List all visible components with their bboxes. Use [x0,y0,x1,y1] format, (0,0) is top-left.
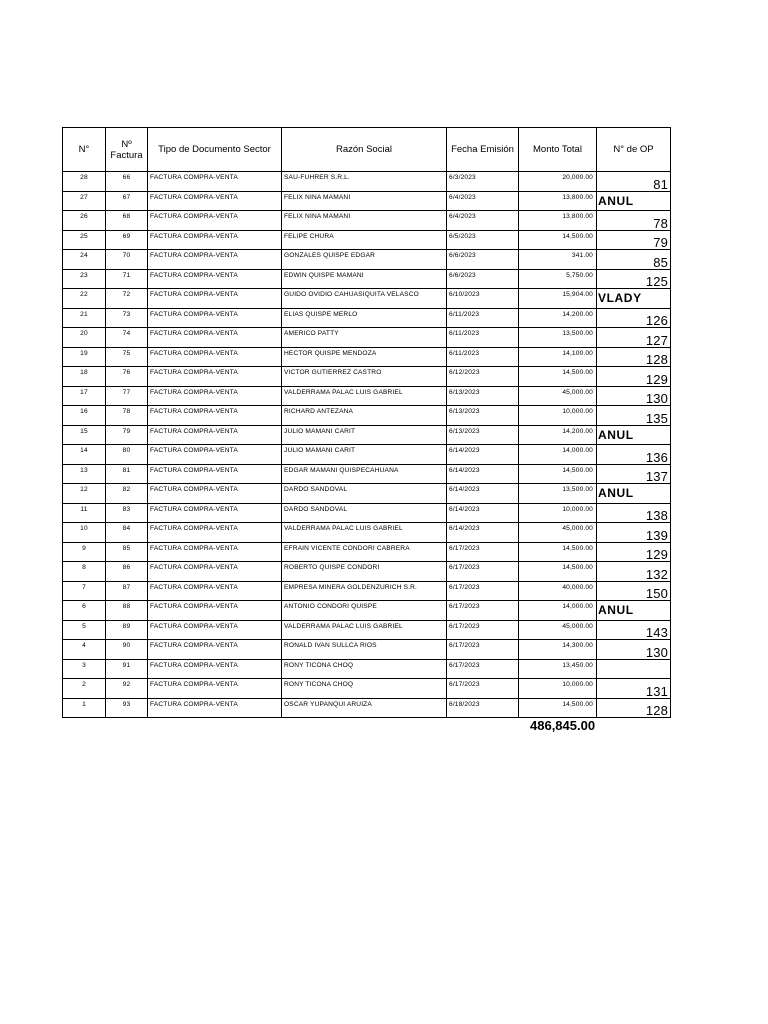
cell-op [597,659,671,679]
cell-razon-social: RONY TICONA CHOQ [282,659,447,679]
op-number: 125 [645,274,668,289]
cell-fecha: 6/17/2023 [447,542,519,562]
cell-fecha: 6/11/2023 [447,308,519,328]
cell-razon-social: DARDO SANDOVAL [282,503,447,523]
cell-tipo: FACTURA COMPRA-VENTA [148,269,282,289]
cell-tipo: FACTURA COMPRA-VENTA [148,191,282,211]
cell-razon-social: RICHARD ANTEZANA [282,406,447,426]
cell-razon-social: SAU-FUHRER S.R.L. [282,172,447,192]
cell-op [597,542,671,562]
cell-tipo: FACTURA COMPRA-VENTA [148,308,282,328]
cell-op [597,406,671,426]
cell-factura: 77 [106,386,148,406]
cell-tipo: FACTURA COMPRA-VENTA [148,347,282,367]
table-row [63,425,671,445]
cell-op [597,562,671,582]
cell-factura: 87 [106,581,148,601]
table-row [63,620,671,640]
header-razon-social: Razón Social [282,128,447,172]
cell-factura: 88 [106,601,148,621]
cell-fecha: 6/18/2023 [447,698,519,718]
cell-monto: 45,000.00 [519,620,597,640]
cell-fecha: 6/5/2023 [447,230,519,250]
cell-monto: 14,200.00 [519,425,597,445]
op-status-label: ANUL [598,603,634,617]
cell-n: 26 [63,211,106,231]
cell-tipo: FACTURA COMPRA-VENTA [148,328,282,348]
op-number: 150 [645,586,668,601]
op-number: 127 [645,332,668,347]
cell-monto: 14,500.00 [519,464,597,484]
cell-factura: 84 [106,523,148,543]
cell-n: 23 [63,269,106,289]
cell-monto: 45,000.00 [519,386,597,406]
cell-op [597,386,671,406]
cell-op [597,640,671,660]
cell-tipo: FACTURA COMPRA-VENTA [148,523,282,543]
cell-n: 27 [63,191,106,211]
cell-op [597,250,671,270]
cell-op [597,464,671,484]
cell-razon-social: VALDERRAMA PALAC LUIS GABRIEL [282,386,447,406]
op-number: 129 [645,371,668,386]
cell-razon-social: VALDERRAMA PALAC LUIS GABRIEL [282,620,447,640]
cell-fecha: 6/17/2023 [447,659,519,679]
table-row [63,464,671,484]
cell-fecha: 6/10/2023 [447,289,519,309]
cell-razon-social: ROBERTO QUISPE CONDORI [282,562,447,582]
cell-n: 13 [63,464,106,484]
table-row [63,191,671,211]
cell-razon-social: EDWIN QUISPE MAMANI [282,269,447,289]
table-row [63,659,671,679]
cell-tipo: FACTURA COMPRA-VENTA [148,679,282,699]
header-tipo: Tipo de Documento Sector [148,128,282,172]
table-row [63,698,671,718]
cell-monto: 14,200.00 [519,308,597,328]
cell-fecha: 6/14/2023 [447,503,519,523]
cell-razon-social: ELIAS QUISPE MERLO [282,308,447,328]
cell-op [597,620,671,640]
cell-n: 16 [63,406,106,426]
cell-monto: 15,904.00 [519,289,597,309]
cell-n: 21 [63,308,106,328]
cell-op [597,289,671,309]
cell-tipo: FACTURA COMPRA-VENTA [148,698,282,718]
cell-tipo: FACTURA COMPRA-VENTA [148,367,282,387]
cell-fecha: 6/14/2023 [447,523,519,543]
cell-factura: 75 [106,347,148,367]
table-row [63,347,671,367]
cell-razon-social: GUIDO OVIDIO CAHUASIQUITA VELASCO [282,289,447,309]
table-row [63,230,671,250]
cell-razon-social: RONALD IVAN SULLCA RIOS [282,640,447,660]
cell-factura: 68 [106,211,148,231]
cell-razon-social: AMERICO PATTY [282,328,447,348]
cell-razon-social: EFRAIN VICENTE CONDORI CABRERA [282,542,447,562]
op-status-label: ANUL [598,427,634,442]
cell-fecha: 6/13/2023 [447,386,519,406]
op-status-label: ANUL [598,193,634,208]
table-row [63,386,671,406]
cell-monto: 5,750.00 [519,269,597,289]
cell-monto: 13,450.00 [519,659,597,679]
cell-monto: 14,300.00 [519,640,597,660]
cell-razon-social: RONY TICONA CHOQ [282,679,447,699]
cell-factura: 74 [106,328,148,348]
cell-monto: 14,100.00 [519,347,597,367]
cell-n: 20 [63,328,106,348]
cell-monto: 14,000.00 [519,601,597,621]
cell-fecha: 6/6/2023 [447,269,519,289]
cell-razon-social: VICTOR GUTIERREZ CASTRO [282,367,447,387]
cell-razon-social: EDGAR MAMANI QUISPECAHUANA [282,464,447,484]
cell-fecha: 6/11/2023 [447,328,519,348]
cell-n: 1 [63,698,106,718]
cell-factura: 80 [106,445,148,465]
table-row [63,250,671,270]
cell-n: 24 [63,250,106,270]
cell-tipo: FACTURA COMPRA-VENTA [148,659,282,679]
cell-n: 3 [63,659,106,679]
cell-fecha: 6/17/2023 [447,581,519,601]
table-row [63,269,671,289]
cell-fecha: 6/17/2023 [447,601,519,621]
cell-tipo: FACTURA COMPRA-VENTA [148,425,282,445]
cell-op [597,581,671,601]
cell-n: 15 [63,425,106,445]
cell-op [597,269,671,289]
cell-fecha: 6/3/2023 [447,172,519,192]
table-row [63,503,671,523]
table-row [63,328,671,348]
cell-razon-social: ANTONIO CONDORI QUISPE [282,601,447,621]
cell-monto: 14,500.00 [519,542,597,562]
cell-razon-social: OSCAR YUPANQUI ARUIZA [282,698,447,718]
cell-n: 7 [63,581,106,601]
cell-op [597,601,671,621]
cell-razon-social: FELIX NINA MAMANI [282,211,447,231]
table-row [63,406,671,426]
cell-op [597,503,671,523]
op-number: 78 [653,215,668,230]
cell-monto: 341.00 [519,250,597,270]
cell-factura: 83 [106,503,148,523]
cell-n: 19 [63,347,106,367]
cell-fecha: 6/17/2023 [447,640,519,660]
cell-monto: 13,800.00 [519,211,597,231]
cell-factura: 66 [106,172,148,192]
cell-tipo: FACTURA COMPRA-VENTA [148,211,282,231]
cell-monto: 13,800.00 [519,191,597,211]
cell-monto: 14,500.00 [519,230,597,250]
cell-op [597,211,671,231]
cell-factura: 69 [106,230,148,250]
cell-razon-social: FELIPE CHURA [282,230,447,250]
op-number: 130 [645,644,668,659]
cell-monto: 10,000.00 [519,406,597,426]
cell-razon-social: JULIO MAMANI CARIT [282,425,447,445]
op-number: 138 [645,508,668,523]
table-row [63,289,671,309]
cell-tipo: FACTURA COMPRA-VENTA [148,464,282,484]
cell-n: 8 [63,562,106,582]
cell-tipo: FACTURA COMPRA-VENTA [148,250,282,270]
cell-monto: 14,500.00 [519,698,597,718]
cell-op [597,698,671,718]
cell-op [597,523,671,543]
table-row [63,601,671,621]
table-row [63,308,671,328]
cell-fecha: 6/4/2023 [447,211,519,231]
cell-op [597,425,671,445]
op-number: 128 [645,352,668,367]
table-row [63,581,671,601]
cell-factura: 92 [106,679,148,699]
table-row [63,679,671,699]
cell-fecha: 6/13/2023 [447,425,519,445]
cell-fecha: 6/4/2023 [447,191,519,211]
cell-n: 5 [63,620,106,640]
header-n: N° [63,128,106,172]
cell-fecha: 6/14/2023 [447,484,519,504]
cell-tipo: FACTURA COMPRA-VENTA [148,640,282,660]
table-row [63,542,671,562]
cell-n: 10 [63,523,106,543]
cell-tipo: FACTURA COMPRA-VENTA [148,386,282,406]
cell-fecha: 6/11/2023 [447,347,519,367]
table-row [63,211,671,231]
cell-n: 25 [63,230,106,250]
cell-factura: 67 [106,191,148,211]
cell-fecha: 6/6/2023 [447,250,519,270]
cell-factura: 90 [106,640,148,660]
cell-fecha: 6/17/2023 [447,562,519,582]
cell-razon-social: VALDERRAMA PALAC LUIS GABRIEL [282,523,447,543]
cell-tipo: FACTURA COMPRA-VENTA [148,172,282,192]
table-row [63,640,671,660]
cell-fecha: 6/17/2023 [447,620,519,640]
header-monto-total: Monto Total [519,128,597,172]
cell-monto: 10,000.00 [519,679,597,699]
op-status-label: ANUL [598,486,634,500]
op-number: 139 [645,527,668,542]
table-row [63,523,671,543]
cell-tipo: FACTURA COMPRA-VENTA [148,445,282,465]
cell-op [597,308,671,328]
cell-fecha: 6/17/2023 [447,679,519,699]
cell-tipo: FACTURA COMPRA-VENTA [148,503,282,523]
invoice-table [62,127,671,718]
cell-factura: 82 [106,484,148,504]
cell-n: 14 [63,445,106,465]
op-number: 128 [645,703,668,718]
cell-factura: 72 [106,289,148,309]
cell-razon-social: HECTOR QUISPE MENDOZA [282,347,447,367]
cell-op [597,347,671,367]
table-row [63,562,671,582]
cell-factura: 91 [106,659,148,679]
cell-monto: 14,500.00 [519,367,597,387]
op-number: 137 [645,469,668,484]
cell-razon-social: FELIX NINA MAMANI [282,191,447,211]
op-number: 136 [645,449,668,464]
cell-n: 9 [63,542,106,562]
cell-fecha: 6/12/2023 [447,367,519,387]
cell-tipo: FACTURA COMPRA-VENTA [148,581,282,601]
cell-fecha: 6/13/2023 [447,406,519,426]
cell-op [597,172,671,192]
cell-monto: 10,000.00 [519,503,597,523]
cell-tipo: FACTURA COMPRA-VENTA [148,562,282,582]
cell-tipo: FACTURA COMPRA-VENTA [148,542,282,562]
cell-factura: 86 [106,562,148,582]
cell-tipo: FACTURA COMPRA-VENTA [148,601,282,621]
cell-tipo: FACTURA COMPRA-VENTA [148,484,282,504]
op-number: 85 [653,254,668,269]
header-factura: Nº Factura [106,128,148,172]
cell-tipo: FACTURA COMPRA-VENTA [148,620,282,640]
cell-n: 28 [63,172,106,192]
cell-tipo: FACTURA COMPRA-VENTA [148,406,282,426]
cell-razon-social: EMPRESA MINERA GOLDENZURICH S.R. [282,581,447,601]
cell-n: 18 [63,367,106,387]
op-number: 135 [645,410,668,425]
grand-total: 486,845.00 [530,718,596,733]
cell-n: 22 [63,289,106,309]
cell-factura: 76 [106,367,148,387]
table-row [63,172,671,192]
cell-op [597,367,671,387]
cell-op [597,679,671,699]
cell-factura: 71 [106,269,148,289]
op-status-label: VLADY [598,291,642,305]
cell-factura: 78 [106,406,148,426]
cell-monto: 13,500.00 [519,484,597,504]
op-number: 129 [645,547,668,562]
cell-tipo: FACTURA COMPRA-VENTA [148,289,282,309]
cell-op [597,328,671,348]
cell-op [597,191,671,211]
cell-fecha: 6/14/2023 [447,464,519,484]
cell-razon-social: DARDO SANDOVAL [282,484,447,504]
table-body [63,172,671,718]
cell-n: 6 [63,601,106,621]
header-fecha-emision: Fecha Emisión [447,128,519,172]
op-number: 79 [653,235,668,250]
cell-n: 2 [63,679,106,699]
cell-op [597,484,671,504]
cell-razon-social: GONZALES QUISPE EDGAR [282,250,447,270]
table-row [63,367,671,387]
cell-op [597,230,671,250]
cell-factura: 79 [106,425,148,445]
cell-monto: 40,000.00 [519,581,597,601]
cell-razon-social: JULIO MAMANI CARIT [282,445,447,465]
cell-monto: 45,000.00 [519,523,597,543]
cell-n: 17 [63,386,106,406]
cell-factura: 81 [106,464,148,484]
table-row [63,484,671,504]
op-number: 130 [645,391,668,406]
cell-n: 4 [63,640,106,660]
op-number: 131 [645,683,668,698]
table-row [63,445,671,465]
cell-monto: 14,500.00 [519,562,597,582]
header-op: N° de OP [597,128,671,172]
op-number: 126 [645,313,668,328]
cell-n: 12 [63,484,106,504]
cell-monto: 14,000.00 [519,445,597,465]
cell-factura: 93 [106,698,148,718]
cell-tipo: FACTURA COMPRA-VENTA [148,230,282,250]
cell-factura: 89 [106,620,148,640]
cell-monto: 13,500.00 [519,328,597,348]
op-number: 81 [653,176,668,191]
cell-n: 11 [63,503,106,523]
op-number: 143 [645,625,668,640]
cell-fecha: 6/14/2023 [447,445,519,465]
op-number: 132 [645,566,668,581]
cell-monto: 20,000.00 [519,172,597,192]
cell-factura: 70 [106,250,148,270]
cell-factura: 85 [106,542,148,562]
cell-factura: 73 [106,308,148,328]
header-row [63,128,671,172]
cell-op [597,445,671,465]
